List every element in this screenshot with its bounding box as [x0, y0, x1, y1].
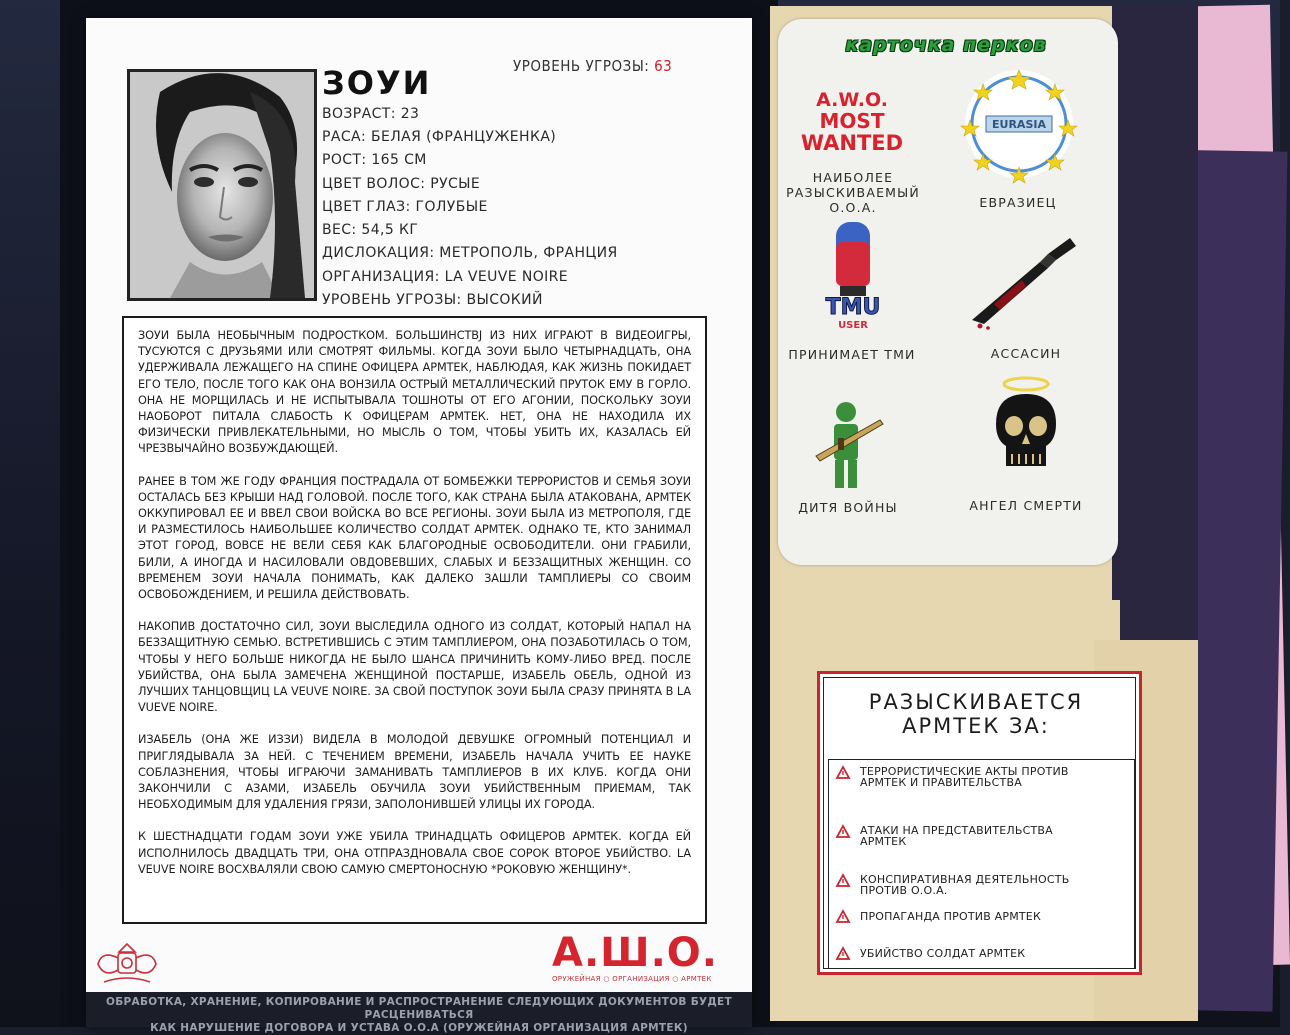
stat-weight: ВЕС: 54,5 КГ — [322, 222, 419, 238]
awo-logo: А.Ш.О. — [552, 930, 718, 976]
perks-card-title: карточка перков — [845, 34, 1047, 56]
most-wanted-line-2: MOST — [819, 109, 885, 133]
perk-label-most-wanted-line-1: НАИБОЛЕЕ — [812, 170, 894, 185]
perk-label-child-of-war: ДИТЯ ВОЙНЫ — [798, 500, 898, 515]
warning-triangle-icon — [836, 910, 850, 923]
wanted-charges-list — [828, 759, 1135, 969]
most-wanted-line-1: A.W.O. — [816, 89, 888, 111]
threat-level-header — [513, 57, 672, 75]
stat-age: ВОЗРАСТ: 23 — [322, 106, 420, 122]
subject-name: ЗОУИ — [322, 64, 432, 102]
tmu-sticker-line-2: USER — [838, 320, 868, 331]
bio-paragraph-3: НАКОПИВ ДОСТАТОЧНО СИЛ, ЗОУИ ВЫСЛЕДИЛА ОДНОГО ИЗ СОЛДАТ, КОТОРЫЙ НАПАЛ НА БЕЗЗАЩИТНУЮ СЕМЬЮ. ВСТРЕТИВШИСЬ С ЭТИМ ТАМПЛИЕРОМ, ОНА ПОЗАБОТИЛАСЬ О ТОМ, ЧТОБЫ У НЕГО БОЛЬШЕ НИКОГДА НЕ БЫЛО ШАНСА ПРИЧИНИТЬ КОМУ-ЛИБО ВРЕД. ПОСЛЕ УБИЙСТВА, ОНА БЫЛА ЗАМЕЧЕНА ЖЕНЩИНОЙ ПОСТАРШЕ, ИЗАБЕЛЬ ОБЕЛЬ, ОДНОЙ ИЗ ЛУЧШИХ ТАНЦОВЩИЦ LA VEUVE NOIRE. ЗА СВОЙ ПОСТУПОК ЗОУИ БЫЛА СРАЗУ ПРИНЯТА В LA VUEVE NOIRE. — [138, 620, 691, 715]
legal-disclaimer-line-2: КАК НАРУШЕНИЕ ДОГОВОРА И УСТАВА О.О.А (ОРУЖЕЙНАЯ ОРГАНИЗАЦИЯ АРМТЕК) — [150, 1022, 688, 1034]
biography-box — [122, 316, 707, 924]
wanted-title-line-2: АРМТЕК ЗА: — [902, 714, 1050, 738]
warning-triangle-icon — [836, 874, 850, 887]
perk-label-most-wanted — [778, 170, 928, 215]
wanted-charge-2-line-2: АРМТЕК — [860, 835, 907, 848]
perk-label-eurasian: ЕВРАЗИЕЦ — [979, 195, 1057, 210]
bio-paragraph-1: ЗОУИ БЫЛА НЕОБЫЧНЫМ ПОДРОСТКОМ. БОЛЬШИНСТВJ ИЗ НИХ ИГРАЮТ В ВИДЕОИГРЫ, ТУСУЮТСЯ С ДРУЗЬЯМИ ИЛИ СМОТРЯТ ФИЛЬМЫ. КОГДА ЗОУИ БЫЛО ЧЕТЫРНАДЦАТЬ, ОНА УДЕРЖИВАЛА ЛЕЖАЩЕГО НА СПИНЕ ОФИЦЕРА АРМТЕК, НАБЛЮДАЯ, КАК ЖИЗНЬ ПОКИДАЕТ ЕГО ТЕЛО, ПОСЛЕ ТОГО КАК ОНА ВОНЗИЛА ОСТРЫЙ МЕТАЛЛИЧЕСКИЙ ПРУТОК ЕМУ В ГОРЛО. ОНА НЕ МОРЩИЛАСЬ И НЕ ИСПЫТЫВАЛА ТОШНОТЫ ОТ ЕГО АГОНИИ, ПОСКОЛЬКУ ЗОУИ НАОБОРОТ ПИТАЛА СЛАБОСТЬ К ОФИЦЕРАМ АРМТЕК. НЕТ, ОНА НЕ НАХОДИЛА ИХ ФИЗИЧЕСКИ ПРИВЛЕКАТЕЛЬНЫМИ, НО МЫСЛЬ О ТОМ, ЧТОБЫ УБИТЬ ИХ, КАЗАЛАСЬ ЕЙ ЧРЕЗВЫЧАЙНО ВОЗБУЖДАЮЩЕЙ. — [138, 329, 691, 456]
perk-label-assassin: АССАСИН — [990, 346, 1062, 361]
tmu-sticker-line-1: TMU — [825, 295, 881, 320]
threat-level-label: УРОВЕНЬ УГРОЗЫ: — [513, 57, 655, 75]
awo-logo-subtitle: ОРУЖЕЙНАЯ ○ ОРГАНИЗАЦИЯ ○ АРМТЕК — [552, 975, 712, 983]
wanted-charge-1 — [860, 766, 1069, 788]
warning-triangle-icon — [836, 766, 850, 779]
tmu-user-icon — [806, 218, 900, 338]
legal-disclaimer-line-1: ОБРАБОТКА, ХРАНЕНИЕ, КОПИРОВАНИЕ И РАСПРОСТРАНЕНИЕ СЛЕДУЮЩИХ ДОКУМЕНТОВ БУДЕТ РАСЦЕНИВАТЬСЯ — [106, 996, 732, 1021]
perk-label-angel-of-death: АНГЕЛ СМЕРТИ — [969, 498, 1083, 513]
stat-threat-level: УРОВЕНЬ УГРОЗЫ: ВЫСОКИЙ — [322, 292, 543, 308]
warning-triangle-icon — [836, 947, 850, 960]
wanted-charge-2 — [860, 825, 1053, 847]
portrait-photo — [127, 69, 317, 301]
wanted-charge-2-line-1: АТАКИ НА ПРЕДСТАВИТЕЛЬСТВА — [860, 824, 1053, 837]
crest-emblem-icon — [92, 938, 162, 988]
skull-halo-icon — [982, 374, 1070, 484]
stat-height: РОСТ: 165 СМ — [322, 152, 427, 168]
wanted-title-line-1: РАЗЫСКИВАЕТСЯ — [868, 690, 1084, 714]
wanted-charge-3-line-2: ПРОТИВ О.О.А. — [860, 884, 948, 897]
most-wanted-line-3: WANTED — [800, 131, 904, 155]
bloody-knife-icon — [964, 232, 1084, 332]
stat-race: РАСА: БЕЛАЯ (ФРАНЦУЖЕНКА) — [322, 129, 557, 145]
warning-triangle-icon — [836, 825, 850, 838]
wanted-charge-1-line-2: АРМТЕК И ПРАВИТЕЛЬСТВА — [860, 776, 1022, 789]
folder-tab-cut — [1112, 6, 1198, 648]
bio-paragraph-5: К ШЕСТНАДЦАТИ ГОДАМ ЗОУИ УЖЕ УБИЛА ТРИНАДЦАТЬ ОФИЦЕРОВ АРМТЕК. КОГДА ЕЙ ИСПОЛНИЛОСЬ ДВАДЦАТЬ ТРИ, ОНА ОТПРАЗДНОВАЛА СВОЕ СОРОК ВТОРОЕ УБИЙСТВО. LA VEUVE NOIRE ВОСХВАЛЯЛИ СВОЮ САМУЮ СМЕРТОНОСНУЮ *РОКОВУЮ ЖЕНЩИНУ*. — [138, 830, 691, 876]
wanted-charge-3-line-1: КОНСПИРАТИВНАЯ ДЕЯТЕЛЬНОСТЬ — [860, 873, 1070, 886]
wanted-charge-1-line-1: ТЕРРОРИСТИЧЕСКИЕ АКТЫ ПРОТИВ — [860, 765, 1069, 778]
stat-organization: ОРГАНИЗАЦИЯ: LA VEUVE NOIRE — [322, 269, 569, 285]
eurasia-stars-icon — [956, 64, 1082, 190]
bio-paragraph-2: РАНЕЕ В ТОМ ЖЕ ГОДУ ФРАНЦИЯ ПОСТРАДАЛА ОТ БОМБЕЖКИ ТЕРРОРИСТОВ И СЕМЬЯ ЗОУИ ОСТАЛАСЬ БЕЗ КРЫШИ НАД ГОЛОВОЙ. ПОСЛЕ ТОГО, КАК СТРАНА БЫЛА АТАКОВАНА, АРМТЕК ОККУПИРОВАЛ ЕЕ И ВВЕЛ СВОИ ВОЙСКА ВО ВСЕ РЕГИОНЫ. ЗОУИ БЫЛА ИЗ МЕТРОПОЛЯ, ГДЕ И РАЗМЕСТИЛОСЬ НАИБОЛЬШЕЕ КОЛИЧЕСТВО СОЛДАТ АРМТЕК. ОДНАКО ТЕ, КТО ЗАНИМАЛ ЭТОТ ГОРОД, ВОВСЕ НЕ ВЕЛИ СЕБЯ КАК БЛАГОРОДНЫЕ ОСВОБОДИТЕЛИ. ОНИ ГРАБИЛИ, БИЛИ, А ИНОГДА И НАСИЛОВАЛИ ОВДОВЕВШИХ, СЛАБЫХ И БЕЗЗАЩИТНЫХ ЖЕНЩИН. СО ВРЕМЕНЕМ ЗОУИ НАЧАЛА ПОНИМАТЬ, КАК ДАЛЕКО ЗАШЛИ ТАМПЛИЕРЫ СО СВОИМ ОСВОБОЖДЕНИЕМ, И РЕШИЛА ДЕЙСТВОВАТЬ. — [138, 474, 691, 602]
eurasia-sticker-text: EURASIA — [992, 118, 1046, 131]
stat-eye-color: ЦВЕТ ГЛАЗ: ГОЛУБЫЕ — [322, 199, 488, 215]
bio-paragraph-4: ИЗАБЕЛЬ (ОНА ЖЕ ИЗЗИ) ВИДЕЛА В МОЛОДОЙ ДЕВУШКЕ ОГРОМНЫЙ ПОТЕНЦИАЛ И ПРИГЛЯДЫВАЛА ЗА НЕЙ. С ТЕЧЕНИЕМ ВРЕМЕНИ, ИЗАБЕЛЬ НАЧАЛА УЧИТЬ ЕЕ НАУКЕ СОБЛАЗНЕНИЯ, ЧТОБЫ ИГРАЮЧИ ЗАМАНИВАТЬ ТАМПЛИЕРОВ В ИХ КЛУБ. КОГДА ОНИ ЗАКОНЧИЛИ С АЗАМИ, ИЗАБЕЛЬ ОБУЧИЛА ЗОУИ УБИЙСТВЕННЫМ ПРИЕМАМ, ТАК НЕОБХОДИМЫМ ДЛЯ УДАЛЕНИЯ ГРЯЗИ, ЗАПОЛОНИВШЕЙ УЛИЦЫ ИХ ГОРОДА. — [138, 733, 691, 812]
wanted-charge-5: УБИЙСТВО СОЛДАТ АРМТЕК — [860, 947, 1026, 960]
perk-label-most-wanted-line-3: О.О.А. — [829, 200, 877, 215]
portrait-face-icon — [130, 72, 314, 298]
stat-hair-color: ЦВЕТ ВОЛОС: РУСЫЕ — [322, 176, 481, 192]
most-wanted-sticker — [782, 84, 922, 158]
child-soldier-icon — [810, 400, 888, 492]
wanted-title — [826, 690, 1126, 738]
wanted-charge-3 — [860, 874, 1069, 896]
stat-location: ДИСЛОКАЦИЯ: МЕТРОПОЛЬ, ФРАНЦИЯ — [322, 245, 618, 261]
wanted-charge-4: ПРОПАГАНДА ПРОТИВ АРМТЕК — [860, 910, 1041, 923]
perk-label-most-wanted-line-2: РАЗЫСКИВАЕМЫЙ — [786, 185, 920, 200]
legal-disclaimer — [96, 996, 742, 1035]
threat-level-value: 63 — [654, 57, 673, 75]
perk-label-tmu: ПРИНИМАЕТ ТМИ — [788, 347, 916, 362]
